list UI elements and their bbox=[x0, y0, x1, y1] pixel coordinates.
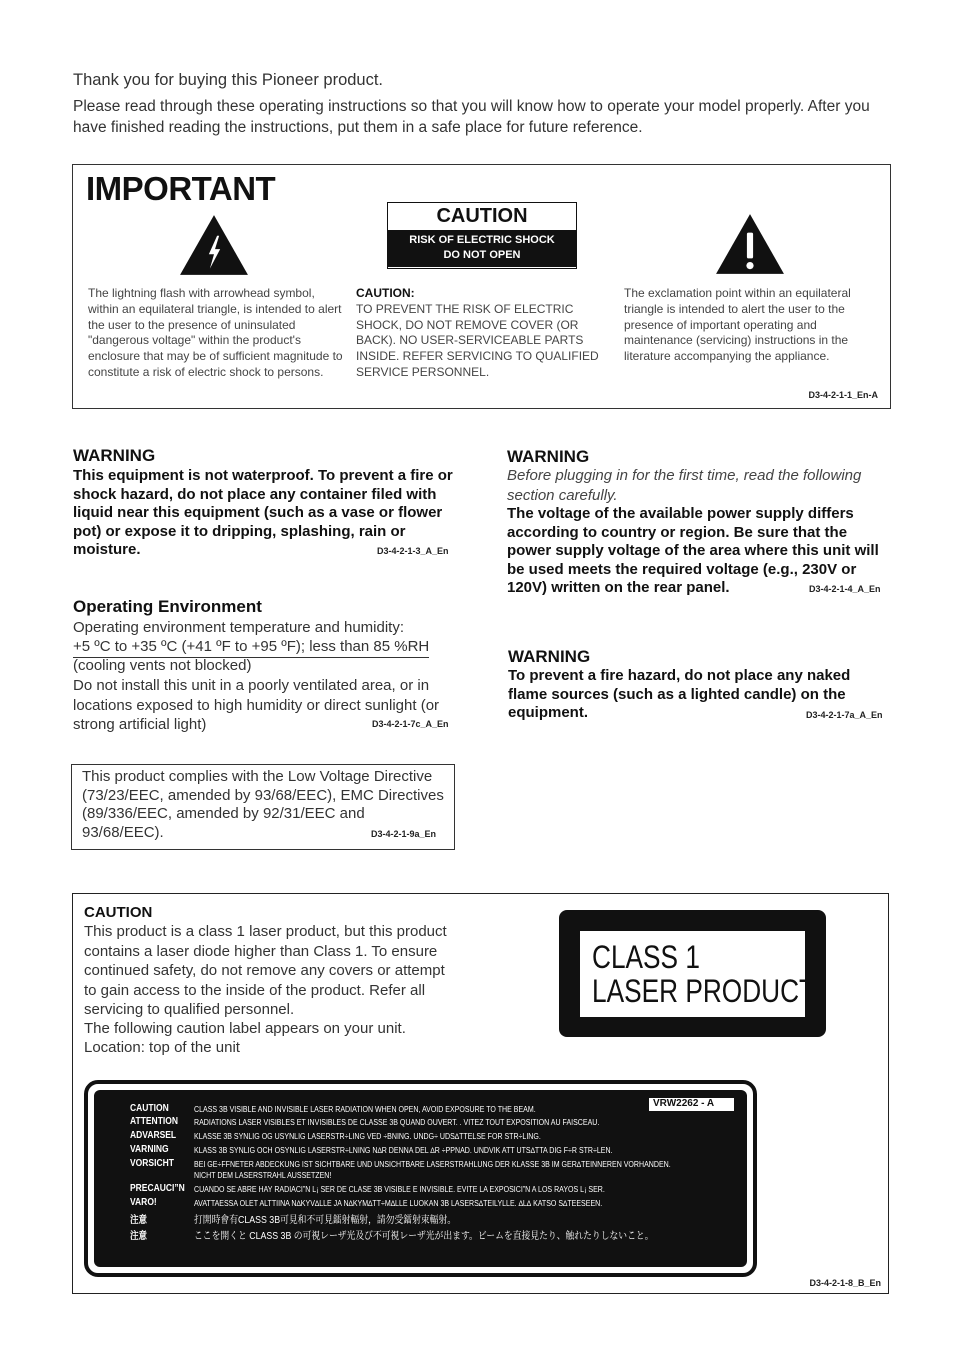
caution-sign-sub2: DO NOT OPEN bbox=[443, 249, 521, 261]
label-key: ADVARSEL bbox=[130, 1130, 177, 1141]
directive-code: D3-4-2-1-9a_En bbox=[371, 829, 437, 839]
intro-read: Please read through these operating instructions so that you will know how to operate your model properly. After you have finished reading the instructions, put them in a safe place for future reference. bbox=[73, 98, 870, 136]
laser-text: This product is a class 1 laser product, but this product contains a laser diode higher than Class 1. To ensure continued safety, do not remove any covers or attempt to gain access to the inside of the product. Refer all servicing to qualified personnel. bbox=[84, 923, 447, 1018]
laser-label-note: The following caution label appears on your unit. bbox=[84, 1020, 406, 1037]
label-key: VORSICHT bbox=[130, 1158, 174, 1169]
caution-label-plate bbox=[84, 1080, 757, 1277]
exclamation-triangle-icon bbox=[714, 212, 786, 276]
warning3-heading: WARNING bbox=[508, 647, 591, 666]
label-row: CUANDO SE ABRE HAY RADIACI”N L¡ SER DE CLASE 3B VISIBLE E INVISIBLE. EVITE LA EXPOSICI”N A LOS RAYOS L¡ SER. bbox=[194, 1185, 605, 1194]
label-row: KLASS 3B SYNLIG OCH OSYNLIG LASERSTR÷LNING N∆R DENNA DEL ∆R ÷PPNAD. UNDVIK ATT UTS∆TTA DIG F÷R STR÷LEN. bbox=[194, 1146, 613, 1155]
class1-laser-plate bbox=[559, 910, 826, 1037]
laser-box bbox=[72, 893, 889, 1294]
operating-line2: +5 ºC to +35 ºC (+41 ºF to +95 ºF); less than 85 %RH bbox=[73, 637, 429, 658]
label-key: ATTENTION bbox=[130, 1116, 179, 1127]
warning1-heading: WARNING bbox=[73, 446, 156, 465]
directive-text: This product complies with the Low Voltage Directive (73/23/EEC, amended by 93/68/EEC), EMC Directives (89/336/EEC, amended by 92/31/EEC and 93/68/EEC). bbox=[82, 768, 444, 841]
label-key: VARO! bbox=[130, 1197, 157, 1208]
lightning-triangle-icon bbox=[178, 213, 250, 277]
exclamation-text: The exclamation point within an equilateral triangle is intended to alert the user to the presence of important operating and maintenance (servicing) instructions in the literature accompanying the appliance. bbox=[624, 286, 851, 364]
important-box bbox=[72, 164, 891, 409]
caution-text: TO PREVENT THE RISK OF ELECTRIC SHOCK, DO NOT REMOVE COVER (OR BACK). NO USER-SERVICEABLE PARTS INSIDE. REFER SERVICING TO QUALIFIED SERVICE PERSONNEL. bbox=[356, 301, 599, 379]
class1-line2: LASER PRODUCT bbox=[592, 973, 816, 1009]
label-row: BEI GE÷FFNETER ABDECKUNG IST SICHTBARE UND UNSICHTBARE LASERSTRAHLUNG DER KLASSE 3B IM GER∆TEINNEREN VORHANDEN. bbox=[194, 1160, 671, 1169]
label-key: VARNING bbox=[130, 1144, 169, 1155]
operating-code: D3-4-2-1-7c_A_En bbox=[372, 719, 449, 729]
caution-sign-sub1: RISK OF ELECTRIC SHOCK bbox=[409, 234, 555, 246]
lightning-text: The lightning flash with arrowhead symbol, within an equilateral triangle, is intended to alert the user to the presence of uninsulated "dangerous voltage" within the product's enclosure that may be of sufficient magnitude to constitute a risk of electric shock to persons. bbox=[88, 286, 343, 379]
label-row: RADIATIONS LASER VISIBLES ET INVISIBLES DE CLASSE 3B QUAND OUVERT. . VITEZ TOUT EXPOSITION AU FAISCEAU. bbox=[194, 1118, 600, 1127]
label-row: NICHT DEM LASERSTRAHL AUSSETZEN! bbox=[194, 1171, 332, 1180]
label-row: AVATTAESSA OLET ALTTIINA N∆KYV∆LLE JA N∆KYM∆TT÷M∆LLE LUOKAN 3B LASERS∆TEILYLLE. ∆L∆ KATSO S∆TEESEEN. bbox=[194, 1199, 603, 1208]
warning2-heading: WARNING bbox=[507, 447, 590, 466]
warning1-text: This equipment is not waterproof. To prevent a fire or shock hazard, do not place any container filed with liquid near this equipment (such as a vase or flower pot) or expose it to dripping, splashing, rain or moisture. bbox=[73, 467, 453, 558]
warning1-code: D3-4-2-1-3_A_En bbox=[377, 546, 449, 556]
class1-line1: CLASS 1 bbox=[592, 939, 700, 975]
operating-text: Do not install this unit in a poorly ventilated area, or in locations exposed to high humidity or direct sunlight (or strong artificial light) bbox=[73, 677, 440, 733]
important-title: IMPORTANT bbox=[86, 170, 276, 207]
caution-label-inner bbox=[94, 1090, 747, 1267]
warning3-text: To prevent a fire hazard, do not place any naked flame sources (such as a lighted candle) on the equipment. bbox=[508, 667, 851, 721]
label-key: PRECAUCI”N bbox=[130, 1183, 185, 1194]
warning3-code: D3-4-2-1-7a_A_En bbox=[806, 710, 883, 720]
directive-box bbox=[71, 764, 455, 850]
caution-label-code: VRW2262 - A bbox=[649, 1098, 734, 1111]
operating-heading: Operating Environment bbox=[73, 597, 262, 616]
label-row: CLASS 3B VISIBLE AND INVISIBLE LASER RADIATION WHEN OPEN, AVOID EXPOSURE TO THE BEAM. bbox=[194, 1105, 536, 1114]
caution-sign bbox=[387, 202, 577, 269]
label-key: CAUTION bbox=[130, 1103, 169, 1114]
label-row: KLASSE 3B SYNLIG OG USYNLIG LASERSTR÷LING VED ÷BNING. UNDG÷ UDS∆TTELSE FOR STR÷LING. bbox=[194, 1132, 541, 1141]
laser-code: D3-4-2-1-8_B_En bbox=[809, 1278, 881, 1288]
warning2-italic: Before plugging in for the first time, read the following section carefully. bbox=[507, 467, 862, 504]
label-row: 打開時會有CLASS 3B可見和不可見鐳射輻射，請勿受鐳射束輻射。 bbox=[194, 1215, 457, 1226]
warning2-text: The voltage of the available power supply differs according to country or region. Be sure that the power supply voltage of the area where this unit will be used meets the required voltage (e.g., 230V or 120V) written on the rear panel. bbox=[507, 505, 879, 596]
caution-label: CAUTION: bbox=[356, 286, 415, 300]
laser-heading: CAUTION bbox=[84, 904, 153, 921]
label-key: 注意 bbox=[130, 1215, 147, 1226]
caution-sign-heading: CAUTION bbox=[436, 205, 528, 227]
warning2-code: D3-4-2-1-4_A_En bbox=[809, 584, 881, 594]
important-code: D3-4-2-1-1_En-A bbox=[808, 390, 878, 400]
operating-line1: Operating environment temperature and humidity: bbox=[73, 619, 405, 636]
laser-location: Location: top of the unit bbox=[84, 1039, 240, 1056]
intro-thanks: Thank you for buying this Pioneer product. bbox=[73, 71, 384, 89]
label-row: ここを開くと CLASS 3B の可視レーザ光及び不可視レーザ光が出ます。ビームを直接見たり、触れたりしないこと。 bbox=[194, 1231, 654, 1242]
label-key: 注意 bbox=[130, 1231, 147, 1242]
operating-line3: (cooling vents not blocked) bbox=[73, 657, 252, 674]
